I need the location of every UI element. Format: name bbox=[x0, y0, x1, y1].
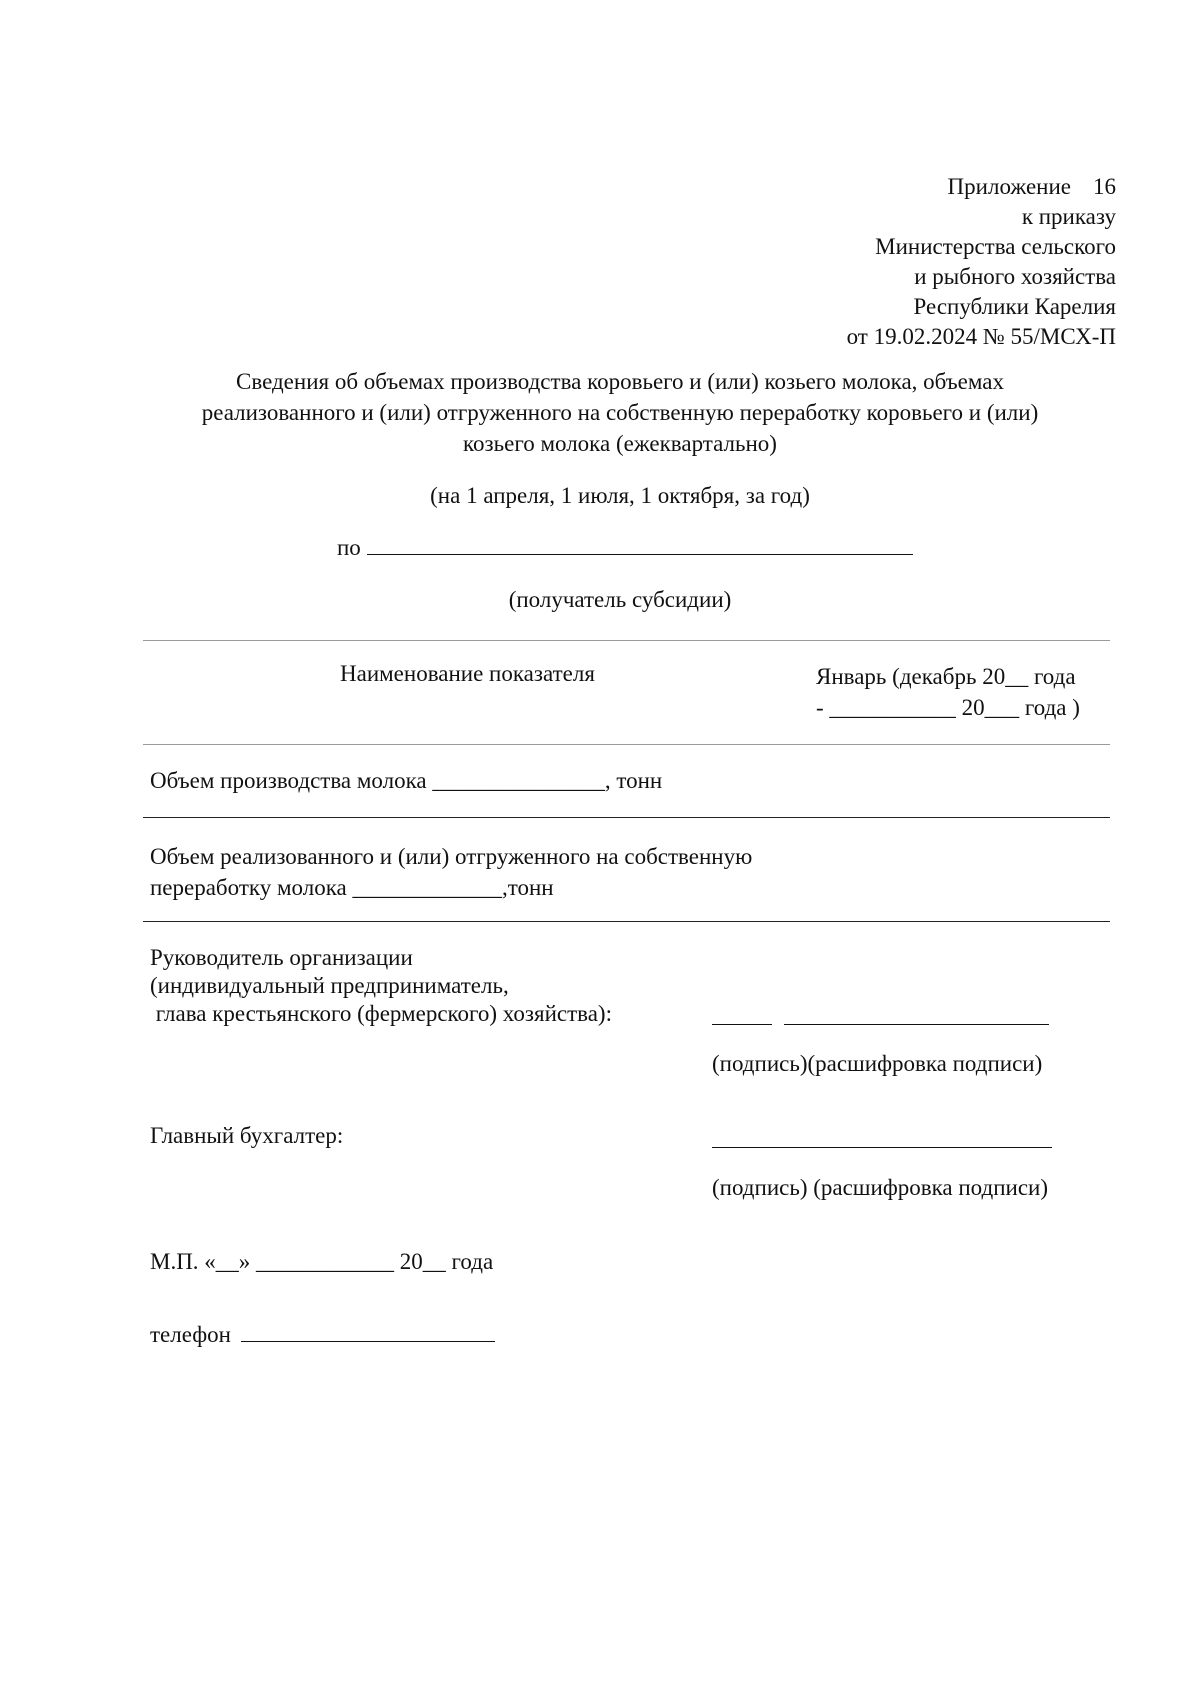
table-header-rule bbox=[143, 744, 1110, 745]
table-row1-rule bbox=[143, 817, 1110, 818]
table-top-rule bbox=[143, 640, 1110, 641]
head-label-line-1: Руководитель организации bbox=[150, 945, 413, 970]
accountant-signature-line[interactable] bbox=[712, 1128, 1052, 1154]
head-label-line-3: глава крестьянского (фермерского) хозяйства): bbox=[150, 1001, 612, 1026]
table-row: Объем производства молока _______________, тонн bbox=[150, 768, 663, 793]
appendix-order-ref: от 19.02.2024 № 55/МСХ-П bbox=[846, 324, 1116, 349]
title-line-2: реализованного и (или) отгруженного на собственную переработку коровьего и (или) bbox=[201, 400, 1039, 425]
recipient-field-row bbox=[337, 535, 913, 561]
phone-label: телефон bbox=[150, 1322, 231, 1347]
appendix-line-3: Министерства сельского bbox=[875, 234, 1116, 259]
appendix-header bbox=[716, 172, 1116, 352]
title-line-1: Сведения об объемах производства коровьего и (или) козьего молока, объемах bbox=[236, 369, 1004, 394]
column-header-indicator: Наименование показателя bbox=[340, 661, 595, 686]
table-row bbox=[150, 841, 752, 903]
appendix-line-4: и рыбного хозяйства bbox=[914, 264, 1116, 289]
recipient-caption: (получатель субсидии) bbox=[508, 587, 732, 612]
phone-field-row bbox=[150, 1322, 495, 1348]
recipient-input-line[interactable] bbox=[367, 536, 913, 555]
period-header-line-1: Январь (декабрь 20__ года bbox=[816, 664, 1076, 689]
head-signature-caption: (подпись)(расшифровка подписи) bbox=[712, 1051, 1043, 1076]
document-title bbox=[130, 366, 1110, 459]
table-row2-rule bbox=[143, 921, 1110, 922]
phone-input-line[interactable] bbox=[241, 1323, 495, 1342]
accountant-signature-field[interactable] bbox=[712, 1129, 1052, 1148]
appendix-title: Приложение bbox=[947, 174, 1071, 199]
row2-line-2: переработку молока _____________,тонн bbox=[150, 875, 554, 900]
appendix-title-line bbox=[716, 172, 1116, 202]
head-signature-label bbox=[150, 944, 612, 1028]
po-label: по bbox=[337, 535, 361, 560]
column-header-period bbox=[816, 661, 1080, 723]
appendix-line-5: Республики Карелия bbox=[913, 294, 1116, 319]
head-signature-line[interactable] bbox=[712, 1005, 1049, 1031]
head-label-line-2: (индивидуальный предприниматель, bbox=[150, 973, 509, 998]
period-header-line-2: - ___________ 20___ года ) bbox=[816, 695, 1080, 720]
head-signature-field[interactable] bbox=[712, 1006, 772, 1025]
row2-line-1: Объем реализованного и (или) отгруженного на собственную bbox=[150, 844, 753, 869]
accountant-label: Главный бухгалтер: bbox=[150, 1123, 344, 1148]
seal-date-line: М.П. «__» ____________ 20__ года bbox=[150, 1249, 494, 1274]
title-line-3: козьего молока (ежеквартально) bbox=[463, 431, 777, 456]
appendix-number: 16 bbox=[1093, 174, 1116, 199]
accountant-signature-caption: (подпись) (расшифровка подписи) bbox=[712, 1175, 1049, 1200]
appendix-line-2: к приказу bbox=[1021, 204, 1116, 229]
head-signature-decode-field[interactable] bbox=[784, 1006, 1049, 1025]
reporting-period: (на 1 апреля, 1 июля, 1 октября, за год) bbox=[430, 483, 810, 508]
